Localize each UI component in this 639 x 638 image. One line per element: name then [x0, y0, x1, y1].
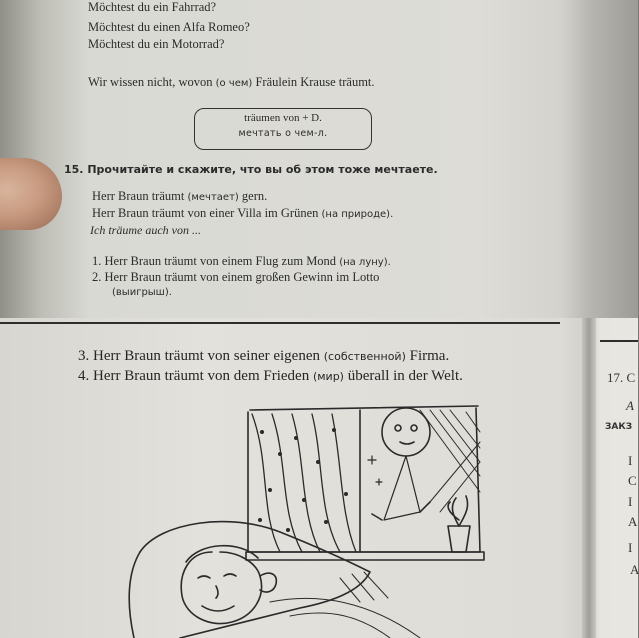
example-sentence-1 [92, 189, 267, 204]
item-4-ru: (мир) [312, 370, 344, 383]
grammar-box [194, 108, 372, 150]
blanket [270, 572, 420, 638]
divider-line [0, 322, 560, 324]
book-spine [582, 318, 596, 638]
moon-face [372, 408, 430, 520]
wissen-de: Wir wissen nicht, wovon [88, 75, 213, 89]
item-2-ru: (выигрыш). [112, 287, 172, 298]
next-page-letter: I [628, 494, 633, 509]
curtain-left [252, 414, 356, 552]
exercise-15-heading: 15. Прочитайте и скажите, что вы об этом тоже мечтаете. [64, 163, 438, 176]
item-3 [78, 348, 449, 365]
sentence-alfa-romeo: Möchtest du einen Alfa Romeo? [88, 20, 250, 34]
next-page-letter: A [630, 562, 639, 577]
sentence-fahrrad: Möchtest du ein Fahrrad? [88, 0, 217, 14]
example-2-de: Herr Braun träumt von einer Villa im Grünen [92, 206, 319, 220]
next-page-zak: ЗАКЗ [605, 422, 633, 432]
item-4-de: 4. Herr Braun träumt von dem Frieden [78, 368, 310, 384]
wissen-de-end: Fräulein Krause träumt. [255, 75, 375, 89]
example-2-ru: (на природе). [321, 209, 394, 220]
item-3-de: 3. Herr Braun träumt von seiner eigenen [78, 348, 320, 364]
item-4 [78, 368, 463, 385]
flower-pot [448, 496, 470, 552]
sleeping-man [181, 546, 276, 624]
item-1-ru: (на луну). [339, 257, 391, 268]
window [246, 406, 484, 560]
example-1-de: Herr Braun träumt [92, 189, 185, 203]
item-3-end: Firma. [409, 348, 450, 364]
thumb [0, 158, 62, 230]
stars [368, 456, 382, 485]
wissen-ru: (о чем) [215, 78, 253, 89]
next-page-letter: C [628, 473, 637, 488]
next-page-letter: A [628, 514, 638, 529]
next-page-a: A [626, 398, 634, 413]
grammar-box-german: träumen von + D. [244, 112, 322, 124]
lower-page-photo [0, 318, 638, 638]
example-sentence-2 [92, 206, 393, 221]
divider-line-right [600, 340, 638, 342]
example-sentence-3: Ich träume auch von ... [90, 223, 201, 237]
sentence-wissen [88, 75, 375, 90]
grammar-box-russian: мечтать о чем-л. [238, 128, 328, 139]
item-3-ru: (собственной) [323, 350, 406, 363]
item-4-end: überall in der Welt. [347, 368, 463, 384]
item-2: 2. Herr Braun träumt von einem großen Gewinn im Lotto [92, 270, 380, 284]
dreaming-man-illustration [120, 402, 500, 638]
example-1-end: gern. [241, 189, 268, 203]
upper-page-photo [0, 0, 638, 318]
item-1 [92, 254, 391, 269]
next-page-letter: I [628, 540, 633, 555]
example-1-ru: (мечтает) [187, 192, 239, 203]
next-page-17: 17. C [607, 370, 636, 385]
next-page-letter: I [628, 453, 633, 468]
sentence-motorrad: Möchtest du ein Motorrad? [88, 37, 225, 51]
item-1-de: 1. Herr Braun träumt von einem Flug zum Mond [92, 254, 337, 268]
